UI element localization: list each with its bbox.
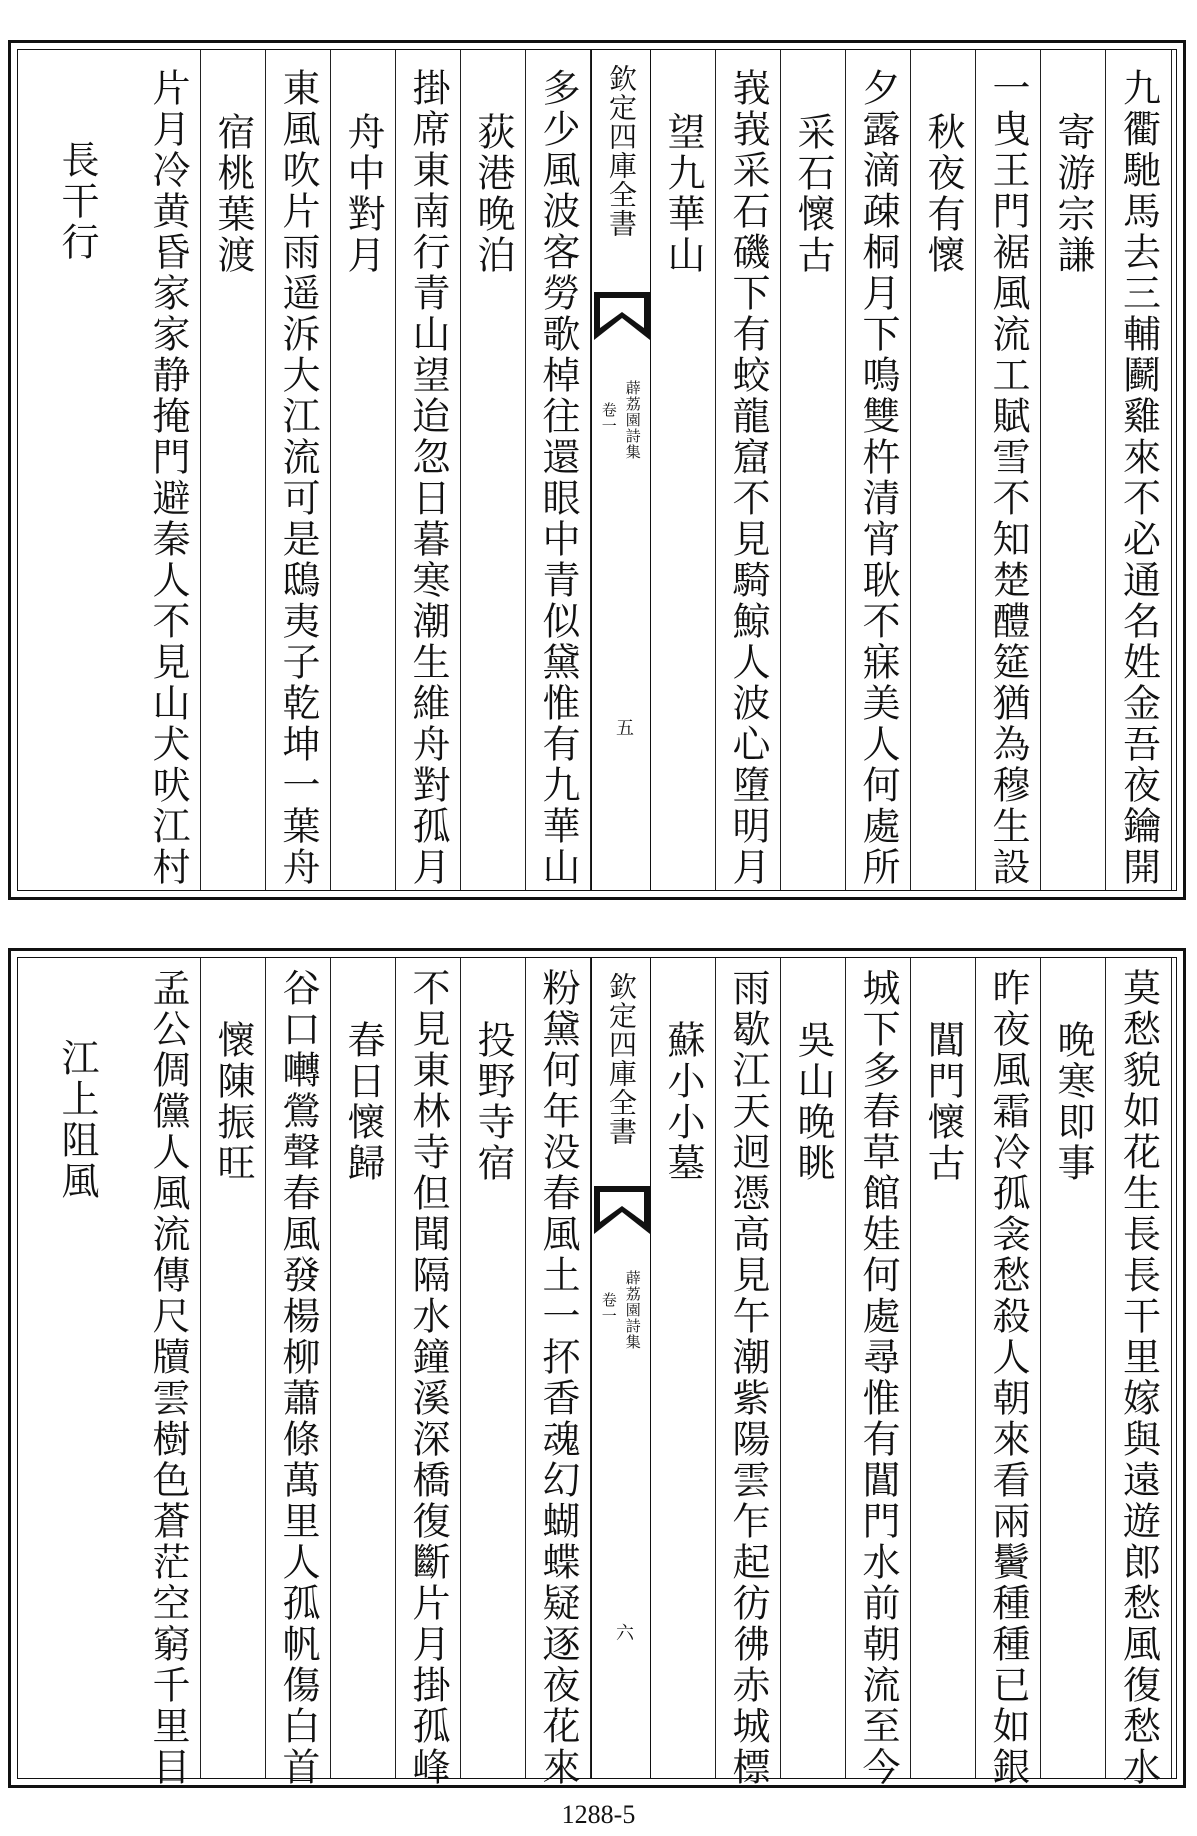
poem-line: 九衢馳馬去三輔鬬雞來不必通名姓金吾夜鑰開: [1116, 68, 1161, 888]
juan-label: 卷一: [599, 1292, 618, 1324]
top-col-12: [396, 50, 461, 890]
top-col-6: [781, 50, 846, 890]
center-margin: [591, 50, 651, 890]
bottom-col-11: [461, 958, 526, 1778]
book-title: 薜荔園詩集: [623, 380, 642, 460]
bottom-col-1: [1106, 958, 1172, 1788]
page-number: 六: [613, 1623, 634, 1641]
poem-title: 晚寒即事: [1051, 1020, 1095, 1184]
bottom-col-6: [781, 958, 846, 1778]
book-title: 薜荔園詩集: [623, 1270, 642, 1350]
bottom-col-16: [136, 958, 201, 1788]
top-col-7: [716, 50, 781, 890]
poem-line: 多少風波客勞歌棹往還眼中青似黛惟有九華山: [536, 68, 580, 888]
poem-line: 昨夜風霜冷孤衾愁殺人朝來看兩鬢種種已如銀: [986, 968, 1030, 1788]
top-col-1: [1106, 50, 1172, 890]
top-col-2: [1041, 50, 1106, 890]
top-col-15: [201, 50, 266, 890]
bottom-col-15: [201, 958, 266, 1778]
bottom-col-10: [526, 958, 591, 1788]
top-col-8: [651, 50, 716, 890]
top-col-17: [18, 50, 136, 890]
poem-line: 峩峩采石磯下有蛟龍窟不見騎鯨人波心墮明月: [726, 68, 770, 888]
bottom-col-17: [18, 958, 136, 1778]
poem-title: 長干行: [55, 140, 99, 263]
book-header: 欽定四庫全書: [605, 64, 638, 238]
bottom-col-8: [651, 958, 716, 1778]
top-col-3: [976, 50, 1041, 890]
poem-title: 閶門懷古: [921, 1020, 965, 1184]
bottom-col-7: [716, 958, 781, 1788]
bottom-col-3: [976, 958, 1041, 1788]
poem-title: 春日懷歸: [341, 1020, 385, 1184]
poem-line: 掛席東南行青山望迨忽日暮寒潮生維舟對孤月: [406, 68, 450, 888]
footer-page-code: 1288-5: [561, 1800, 636, 1829]
top-col-4: [911, 50, 976, 890]
poem-line: 不見東林寺但聞隔水鐘溪深橋復斷片月掛孤峰: [406, 968, 450, 1788]
juan-label: 卷一: [599, 402, 618, 434]
bottom-col-13: [331, 958, 396, 1778]
top-col-10: [526, 50, 591, 890]
poem-title: 寄游宗謙: [1051, 112, 1095, 276]
poem-line: 片月冷黄昏家家静掩門避秦人不見山犬吠江村: [146, 68, 190, 888]
page-number: 五: [613, 718, 634, 736]
top-col-13: [331, 50, 396, 890]
poem-line: 孟公倜儻人風流傳尺牘雲樹色蒼茫空窮千里目: [146, 968, 190, 1788]
book-header: 欽定四庫全書: [605, 972, 638, 1146]
poem-title: 望九華山: [661, 112, 705, 276]
bottom-col-4: [911, 958, 976, 1778]
top-col-11: [461, 50, 526, 890]
poem-title: 懷陳振旺: [211, 1020, 255, 1184]
bottom-col-2: [1041, 958, 1106, 1778]
poem-title: 投野寺宿: [471, 1020, 515, 1184]
poem-line: 一曳王門裾風流工賦雪不知楚醴筵猶為穆生設: [986, 68, 1030, 888]
top-page-frame: [17, 49, 1177, 891]
poem-title: 荻港晚泊: [471, 112, 515, 276]
poem-line: 雨歇江天迥憑高見午潮紫陽雲乍起彷彿赤城標: [726, 968, 770, 1788]
bottom-col-12: [396, 958, 461, 1788]
poem-title: 吳山晚眺: [791, 1020, 835, 1184]
top-col-14: [266, 50, 331, 890]
poem-line: 城下多春草館娃何處尋惟有閶門水前朝流至今: [856, 968, 900, 1788]
poem-title: 蘇小小墓: [661, 1020, 705, 1184]
bottom-col-5: [846, 958, 911, 1788]
poem-line: 東風吹片雨遥泝大江流可是鴟夷子乾坤一葉舟: [276, 68, 320, 888]
poem-line: 谷口囀鶯聲春風發楊柳蕭條萬里人孤帆傷白首: [276, 968, 320, 1788]
fish-tail-mark-icon: [594, 292, 650, 340]
poem-title: 江上阻風: [55, 1038, 99, 1202]
fish-tail-mark-icon: [594, 1186, 650, 1234]
poem-line: 粉黛何年没春風土一抔香魂幻蝴蝶疑逐夜花來: [536, 968, 580, 1788]
top-col-5: [846, 50, 911, 890]
poem-line: 莫愁貌如花生長長干里嫁與遠遊郎愁風復愁水: [1116, 968, 1161, 1788]
poem-title: 秋夜有懷: [921, 112, 965, 276]
poem-title: 采石懷古: [791, 112, 835, 276]
top-page: [8, 40, 1186, 900]
bottom-col-14: [266, 958, 331, 1788]
center-margin: [591, 958, 651, 1778]
bottom-page: [8, 948, 1186, 1788]
poem-line: 夕露滴疎桐月下鳴雙杵清宵耿不寐美人何處所: [856, 68, 900, 888]
bottom-page-frame: [17, 957, 1177, 1788]
poem-title: 宿桃葉渡: [211, 112, 255, 276]
top-col-16: [136, 50, 201, 890]
poem-title: 舟中對月: [341, 112, 385, 276]
